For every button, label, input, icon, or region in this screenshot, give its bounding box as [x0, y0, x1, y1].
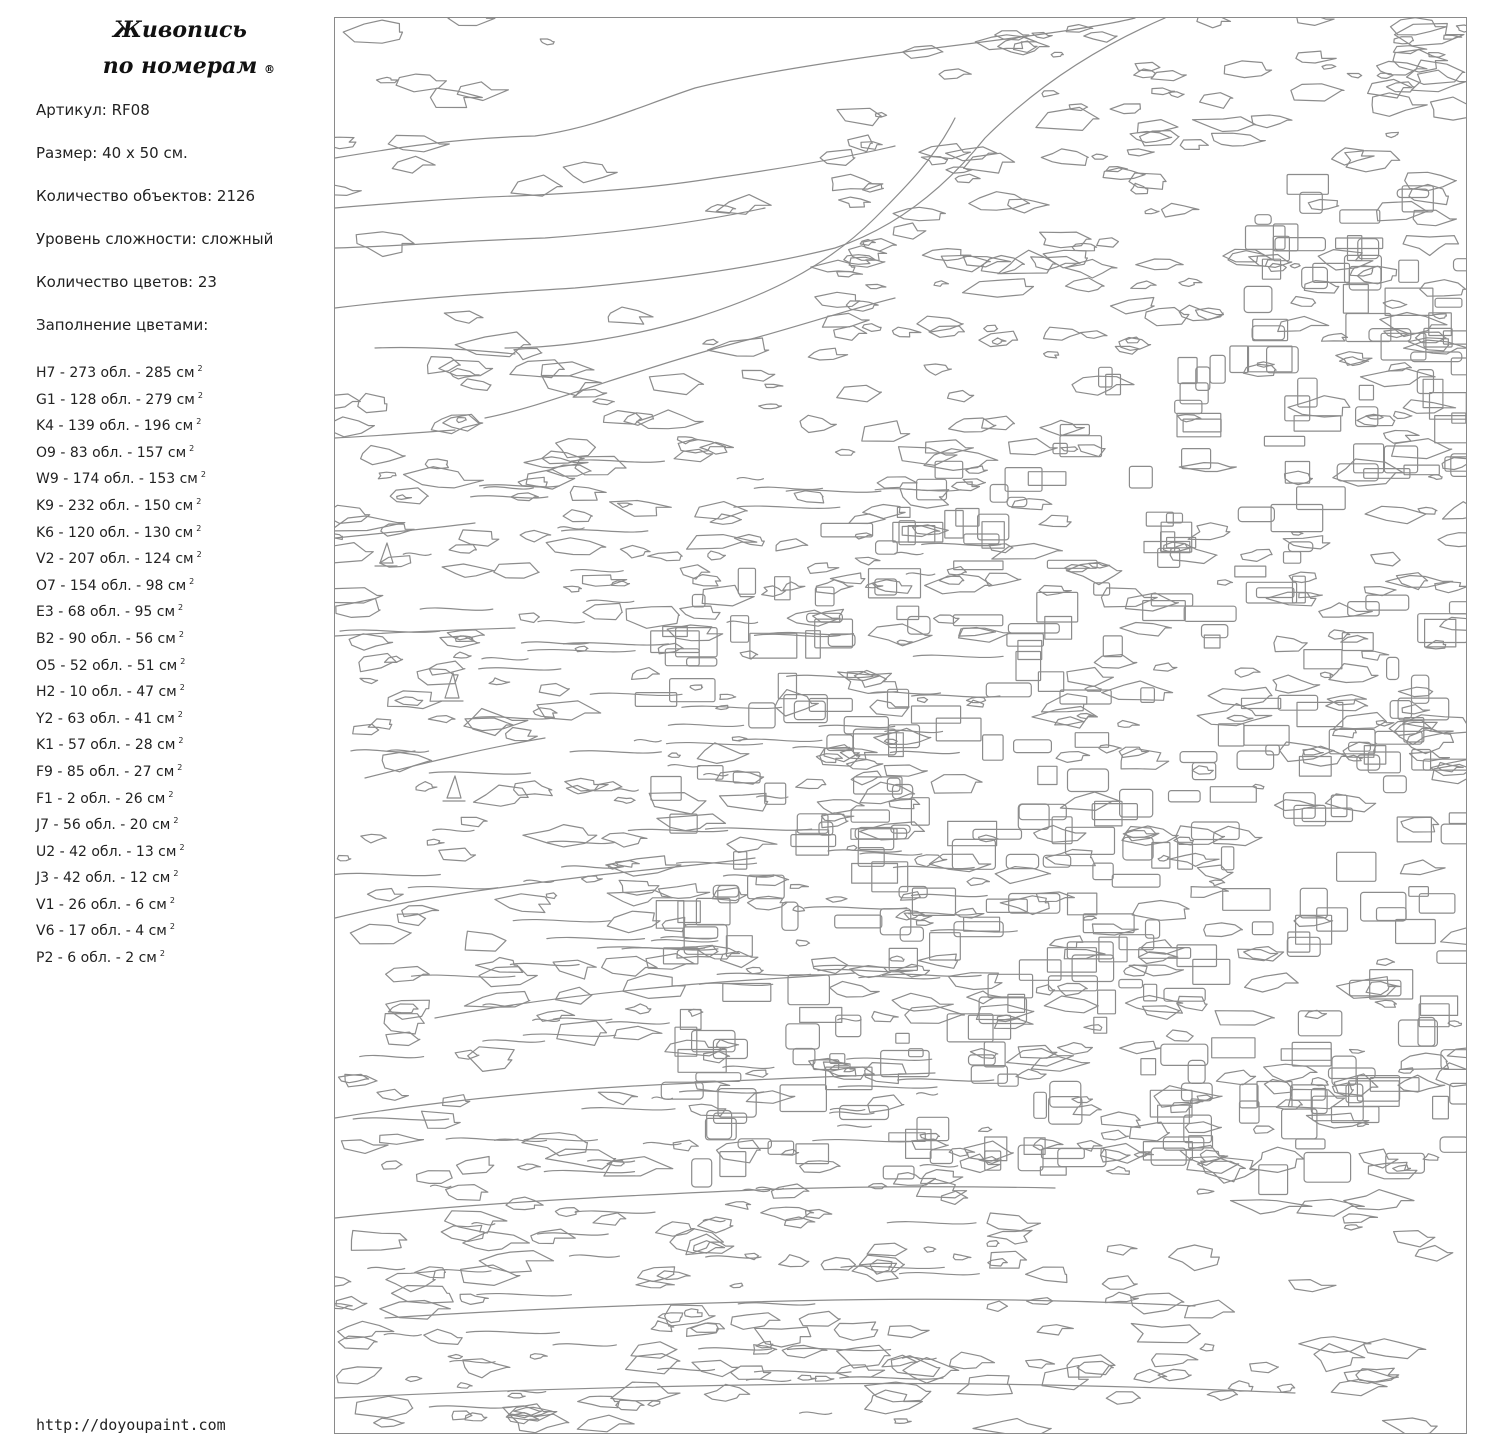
- palette-entry: G1 - 128 обл. - 279 см $^2$: [36, 390, 203, 408]
- palette-entry: V1 - 26 обл. - 6 см $^2$: [36, 895, 175, 913]
- palette-entry: O9 - 83 обл. - 157 см $^2$: [36, 443, 195, 461]
- brand-line-2: по номерам: [102, 53, 258, 79]
- product-info: [36, 100, 273, 358]
- palette-entry: P2 - 6 обл. - 2 см $^2$: [36, 949, 165, 967]
- palette-entry: F1 - 2 обл. - 26 см $^2$: [36, 789, 174, 807]
- article-number: Артикул: RF08: [36, 101, 150, 119]
- palette-entry: W9 - 174 обл. - 153 см $^2$: [36, 470, 206, 488]
- canvas-size: Размер: 40 х 50 см.: [36, 144, 188, 162]
- palette-entry: E3 - 68 обл. - 95 см $^2$: [36, 603, 184, 621]
- palette-entry: K1 - 57 обл. - 28 см $^2$: [36, 736, 184, 754]
- difficulty-level: Уровень сложности: сложный: [36, 230, 274, 248]
- palette-entry: B2 - 90 обл. - 56 см $^2$: [36, 629, 184, 647]
- color-fill-list: [36, 358, 206, 970]
- fill-heading: Заполнение цветами:: [36, 316, 209, 334]
- registered-mark: ®: [264, 63, 275, 76]
- palette-entry: U2 - 42 обл. - 13 см $^2$: [36, 842, 185, 860]
- palette-entry: K9 - 232 обл. - 150 см $^2$: [36, 496, 202, 514]
- palette-entry: V6 - 17 обл. - 4 см $^2$: [36, 922, 175, 940]
- palette-entry: O7 - 154 обл. - 98 см $^2$: [36, 576, 195, 594]
- palette-entry: K6 - 120 обл. - 130 см $^2$: [36, 523, 202, 541]
- brand-line-1: Живопись: [113, 17, 247, 43]
- palette-entry: K4 - 139 обл. - 196 см $^2$: [36, 417, 202, 435]
- palette-entry: H7 - 273 обл. - 285 см $^2$: [36, 364, 203, 381]
- palette-entry: H2 - 10 обл. - 47 см $^2$: [36, 683, 185, 701]
- palette-entry: J7 - 56 обл. - 20 см $^2$: [36, 816, 179, 834]
- line-art-drawing: [335, 18, 1466, 1433]
- palette-entry: J3 - 42 обл. - 12 см $^2$: [36, 869, 179, 887]
- palette-entry: O5 - 52 обл. - 51 см $^2$: [36, 656, 186, 674]
- palette-entry: F9 - 85 обл. - 27 см $^2$: [36, 762, 183, 780]
- object-count: Количество объектов: 2126: [36, 187, 256, 205]
- palette-entry: Y2 - 63 обл. - 41 см $^2$: [36, 709, 183, 727]
- color-count: Количество цветов: 23: [36, 273, 217, 291]
- brand-logo: [80, 12, 280, 84]
- website-link[interactable]: http://doyoupaint.com: [36, 1416, 226, 1434]
- line-art-canvas: [334, 17, 1467, 1434]
- palette-entry: V2 - 207 обл. - 124 см $^2$: [36, 550, 202, 568]
